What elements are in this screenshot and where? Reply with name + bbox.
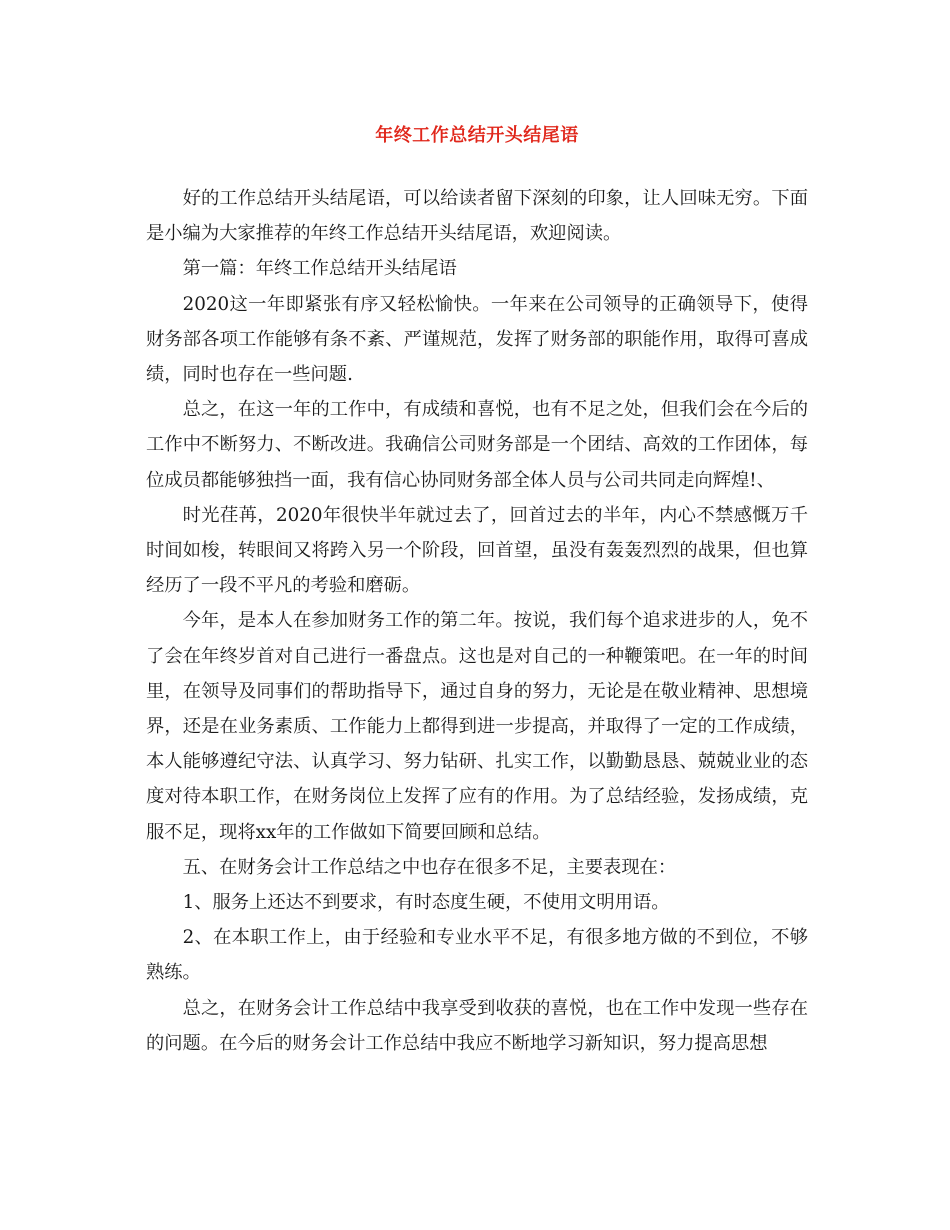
paragraph-2020-summary: 2020这一年即紧张有序又轻松愉快。一年来在公司领导的正确领导下，使得财务部各项工作能够有条不紊、严谨规范，发挥了财务部的职能作用，取得可喜成绩，同时也存在一些问题. — [146, 293, 808, 386]
paragraph-time-flies: 时光荏苒，2020年很快半年就过去了，回首过去的半年，内心不禁感慨万千时间如梭，转眼间又将跨入另一个阶段，回首望，虽没有轰轰烈烈的战果，但也算经历了一段不平凡的考验和磨砺。 — [146, 504, 808, 597]
document-page — [146, 118, 808, 1061]
paragraph-conclusion-2: 总之，在财务会计工作总结中我享受到收获的喜悦，也在工作中发现一些存在的问题。在今后的财务会计工作总结中我应不断地学习新知识，努力提高思想 — [146, 997, 808, 1054]
paragraph-conclusion-1: 总之，在这一年的工作中，有成绩和喜悦，也有不足之处，但我们会在今后的工作中不断努力、不断改进。我确信公司财务部是一个团结、高效的工作团体，每位成员都能够独挡一面，我有信心协同财务部全体人员与公司共同走向辉煌!、 — [146, 399, 808, 491]
paragraph-intro: 好的工作总结开头结尾语，可以给读者留下深刻的印象，让人回味无穷。下面是小编为大家推荐的年终工作总结开头结尾语，欢迎阅读。 — [146, 188, 808, 245]
paragraph-shortcoming-1: 1、服务上还达不到要求，有时态度生硬，不使用文明用语。 — [182, 892, 670, 914]
paragraph-section-heading: 第一篇：年终工作总结开头结尾语 — [182, 258, 457, 280]
paragraph-this-year: 今年，是本人在参加财务工作的第二年。按说，我们每个追求进步的人，免不了会在年终岁首对自己进行一番盘点。这也是对自己的一种鞭策吧。在一年的时间里，在领导及同事们的帮助指导下，通过自身的努力，无论是在敬业精神、思想境界，还是在业务素质、工作能力上都得到进一步提高，并取得了一定的工作成绩，本人能够遵纪守法、认真学习、努力钻研、扎实工作，以勤勤恳恳、兢兢业业的态度对待本职工作，在财务岗位上发挥了应有的作用。为了总结经验，发扬成绩，克服不足，现将xx年的工作做如下简要回顾和总结。 — [146, 610, 808, 843]
paragraph-shortcomings-heading: 五、在财务会计工作总结之中也存在很多不足，主要表现在： — [182, 856, 677, 878]
paragraph-shortcoming-2: 2、在本职工作上，由于经验和专业水平不足，有很多地方做的不到位，不够熟练。 — [146, 927, 808, 984]
document-title: 年终工作总结开头结尾语 — [375, 125, 579, 146]
